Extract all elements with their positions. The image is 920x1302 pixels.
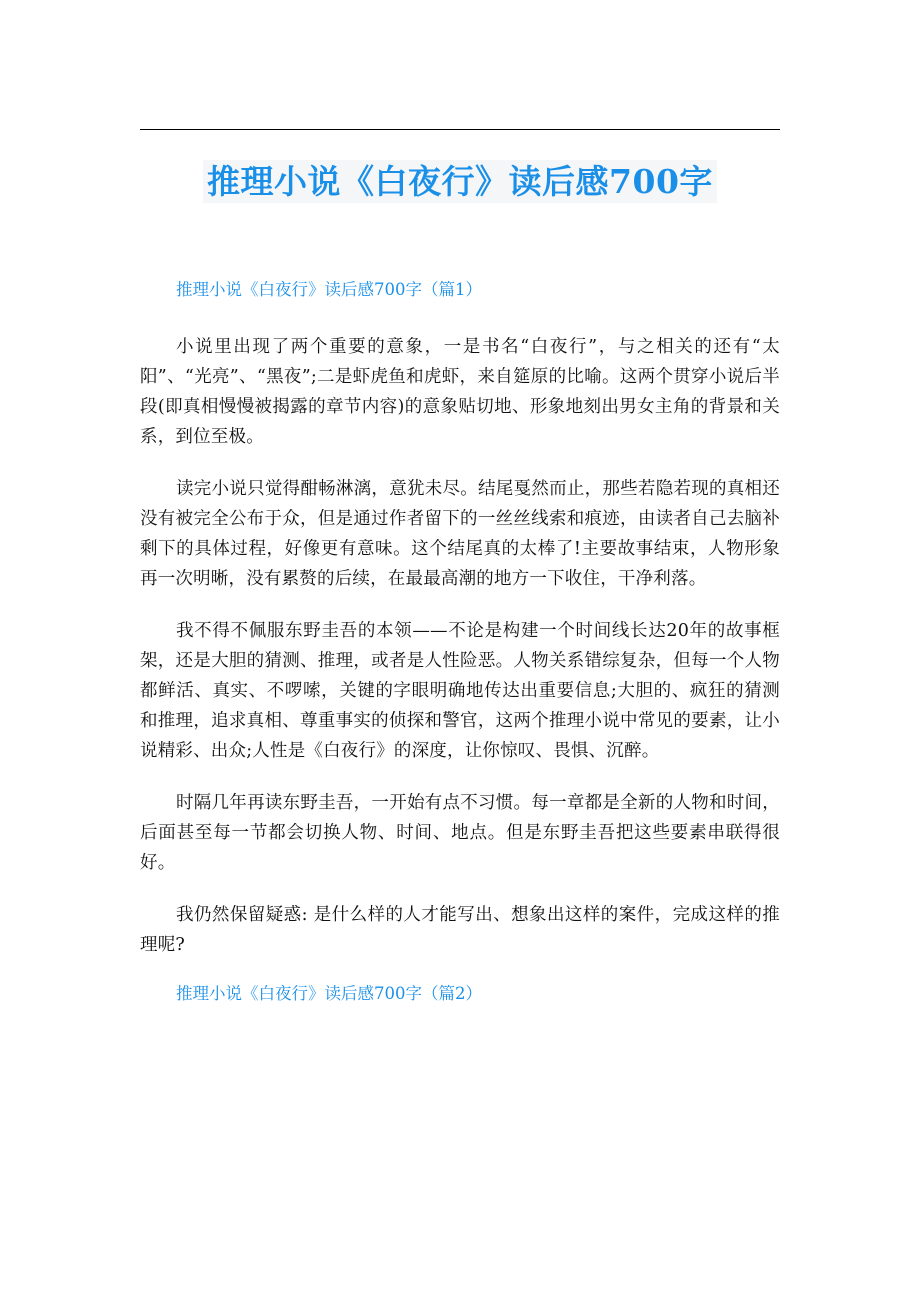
paragraph: 我不得不佩服东野圭吾的本领——不论是构建一个时间线长达20年的故事框架，还是大胆的猜测、推理，或者是人性险恶。人物关系错综复杂，但每一个人物都鲜活、真实、不啰嗦，关键的字眼明确地传达出重要信息;大胆的、疯狂的猜测和推理，追求真相、尊重事实的侦探和警官，这两个推理小说中常见的要素，让小说精彩、出众;人性是《白夜行》的深度，让你惊叹、畏惧、沉醉。 <box>140 621 780 761</box>
document-body <box>140 272 780 1012</box>
section-heading-2: 推理小说《白夜行》读后感700字（篇2） <box>176 984 482 1003</box>
paragraph: 读完小说只觉得酣畅淋漓，意犹未尽。结尾戛然而止，那些若隐若现的真相还没有被完全公布于众，但是通过作者留下的一丝丝线索和痕迹，由读者自己去脑补剩下的具体过程，好像更有意味。这个结尾真的太棒了!主要故事结束，人物形象再一次明晰，没有累赘的后续，在最最高潮的地方一下收住，干净利落。 <box>140 479 780 589</box>
section-heading-1: 推理小说《白夜行》读后感700字（篇1） <box>176 280 482 299</box>
paragraph: 我仍然保留疑惑: 是什么样的人才能写出、想象出这样的案件，完成这样的推理呢? <box>140 905 780 955</box>
paragraph: 小说里出现了两个重要的意象，一是书名“白夜行”，与之相关的还有“太阳”、“光亮”、“黑夜”;二是虾虎鱼和虎虾，来自筵原的比喻。这两个贯穿小说后半段(即真相慢慢被揭露的章节内容)的意象贴切地、形象地刻出男女主角的背景和关系，到位至极。 <box>140 337 780 447</box>
paragraph: 时隔几年再读东野圭吾，一开始有点不习惯。每一章都是全新的人物和时间，后面甚至每一节都会切换人物、时间、地点。但是东野圭吾把这些要素串联得很好。 <box>140 793 780 873</box>
document-title-text: 推理小说《白夜行》读后感700字 <box>203 160 717 203</box>
document-title <box>140 152 780 212</box>
header-rule <box>140 129 780 130</box>
